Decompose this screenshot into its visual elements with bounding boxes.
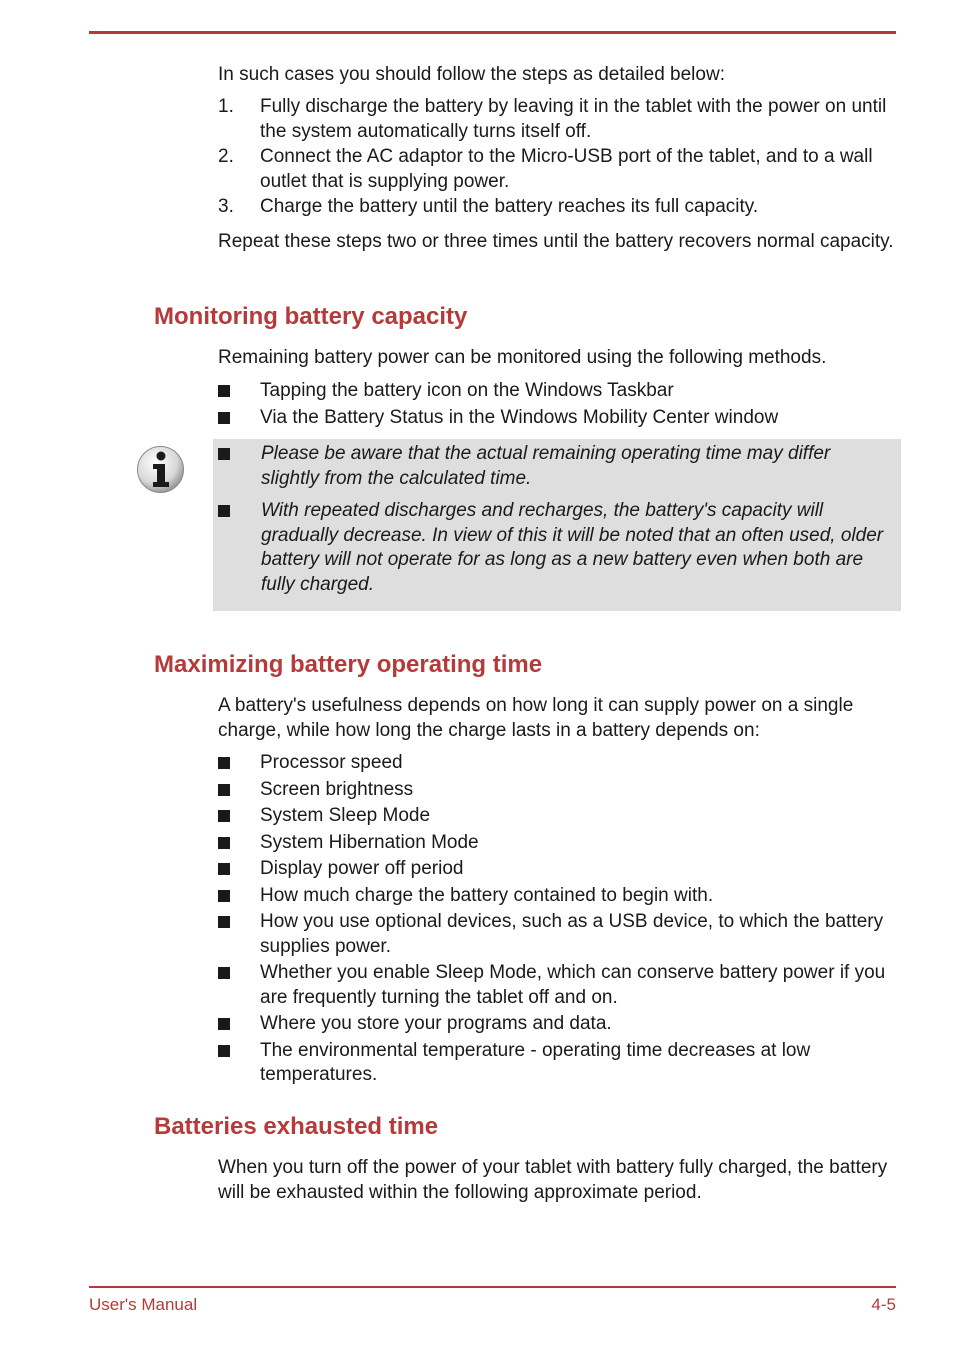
list-item-text: Display power off period: [260, 858, 464, 879]
step-text: Connect the AC adaptor to the Micro-USB port of the tablet, and to a wall outlet that is supplying power.: [260, 146, 873, 192]
square-bullet-icon: [218, 916, 230, 928]
list-item: [218, 778, 898, 803]
list-item: [218, 751, 898, 776]
step-number: 2.: [218, 146, 234, 167]
repeat-paragraph: Repeat these steps two or three times until the battery recovers normal capacity.: [218, 231, 894, 252]
list-item-text: Where you store your programs and data.: [260, 1013, 612, 1034]
square-bullet-icon: [218, 505, 230, 517]
list-item-text: How you use optional devices, such as a USB device, to which the battery supplies power.: [260, 911, 884, 957]
square-bullet-icon: [218, 412, 230, 424]
list-item-text: The environmental temperature - operating time decreases at low temperatures.: [260, 1039, 811, 1085]
note-item-text: With repeated discharges and recharges, the battery's capacity will gradually decrease. In view of this it will be noted that an often used, older battery will not operate for as long as a new battery even when both are fully charged.: [261, 500, 884, 595]
square-bullet-icon: [218, 385, 230, 397]
step-number: 3.: [218, 196, 234, 217]
step-item: [218, 145, 898, 194]
square-bullet-icon: [218, 837, 230, 849]
list-item: [218, 406, 898, 431]
step-item: [218, 195, 898, 220]
page-number: 4-5: [871, 1295, 896, 1314]
list-item: [218, 910, 898, 959]
maximizing-list: [218, 751, 898, 1088]
square-bullet-icon: [218, 810, 230, 822]
step-number: 1.: [218, 96, 234, 117]
square-bullet-icon: [218, 863, 230, 875]
list-item: [218, 804, 898, 829]
square-bullet-icon: [218, 1018, 230, 1030]
square-bullet-icon: [218, 967, 230, 979]
list-item-text: How much charge the battery contained to begin with.: [260, 884, 714, 906]
list-item-text: System Sleep Mode: [260, 805, 431, 826]
monitoring-intro: Remaining battery power can be monitored using the following methods.: [218, 347, 827, 368]
footer-title: User's Manual: [89, 1295, 198, 1314]
list-item: [218, 1012, 898, 1037]
intro-paragraph: In such cases you should follow the steps as detailed below:: [218, 64, 725, 85]
list-item: [218, 961, 898, 1010]
step-item: [218, 95, 898, 144]
monitoring-list: [218, 379, 898, 430]
maximizing-intro: A battery's usefulness depends on how long it can supply power on a single charge, while how long the charge lasts in a battery depends on:: [218, 695, 854, 741]
list-item: [218, 857, 898, 882]
list-item: [218, 379, 898, 404]
note-item-text: Please be aware that the actual remaining operating time may differ slightly from the calculated time.: [261, 443, 831, 489]
square-bullet-icon: [218, 890, 230, 902]
step-text: Fully discharge the battery by leaving it in the tablet with the power on until the system automatically turns itself off.: [260, 96, 887, 142]
section-heading-monitoring: Monitoring battery capacity: [154, 303, 468, 330]
section-heading-maximizing: Maximizing battery operating time: [154, 651, 543, 678]
exhausted-paragraph: When you turn off the power of your tablet with battery fully charged, the battery will be exhausted within the following approximate period.: [218, 1157, 888, 1203]
list-item-text: Tapping the battery icon on the Windows Taskbar: [260, 380, 674, 401]
info-icon: [136, 445, 185, 494]
list-item-text: Via the Battery Status in the Windows Mobility Center window: [260, 406, 779, 428]
note-item: [218, 442, 893, 491]
note-list: [218, 442, 893, 597]
square-bullet-icon: [218, 757, 230, 769]
footer-rule: [89, 1286, 896, 1288]
list-item: [218, 1039, 898, 1088]
list-item: [218, 831, 898, 856]
list-item-text: System Hibernation Mode: [260, 831, 479, 853]
list-item-text: Processor speed: [260, 752, 403, 773]
square-bullet-icon: [218, 784, 230, 796]
step-text: Charge the battery until the battery reaches its full capacity.: [260, 196, 759, 217]
section-heading-exhausted: Batteries exhausted time: [154, 1113, 439, 1140]
note-box: [213, 439, 901, 611]
list-item: [218, 884, 898, 909]
list-item-text: Screen brightness: [260, 778, 414, 800]
header-rule: [89, 31, 896, 34]
square-bullet-icon: [218, 448, 230, 460]
steps-list: [218, 95, 898, 220]
note-item: [218, 499, 893, 597]
list-item-text: Whether you enable Sleep Mode, which can conserve battery power if you are frequently turning the tablet off and on.: [260, 962, 886, 1008]
square-bullet-icon: [218, 1045, 230, 1057]
